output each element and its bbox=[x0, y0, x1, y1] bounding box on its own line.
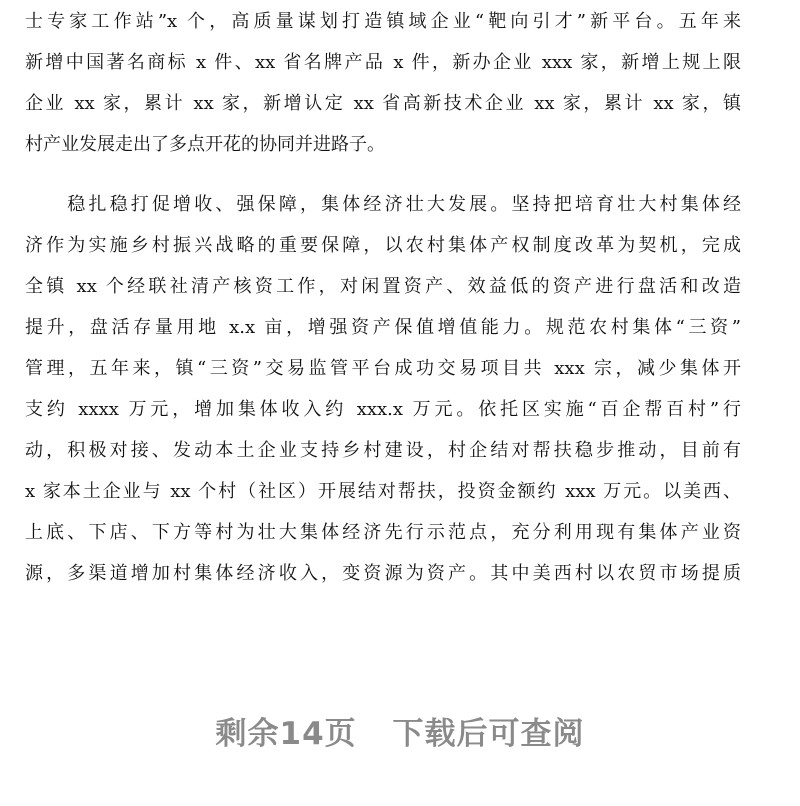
text-line: 支约 xxxx 万元，增加集体收入约 xxx.x 万元。依托区实施“百企帮百村”行 bbox=[25, 399, 741, 420]
text-line: 企业 xx 家，累计 xx 家，新增认定 xx 省高新技术企业 xx 家，累计 xx 家，镇 bbox=[25, 93, 741, 114]
text-line: x 家本土企业与 xx 个村（社区）开展结对帮扶，投资金额约 xxx 万元。以美西、 bbox=[25, 481, 741, 502]
download-hint-label: 下载后可查阅 bbox=[392, 716, 585, 752]
text-line: 全镇 xx 个经联社清产核资工作，对闲置资产、效益低的资产进行盘活和改造 bbox=[25, 276, 741, 297]
text-line: 管理，五年来，镇“三资”交易监管平台成功交易项目共 xxx 宗，减少集体开 bbox=[25, 358, 741, 379]
text-line: 济作为实施乡村振兴战略的重要保障，以农村集体产权制度改革为契机，完成 bbox=[25, 235, 741, 256]
text-line: 士专家工作站”x 个，高质量谋划打造镇域企业“靶向引才”新平台。五年来 bbox=[25, 11, 741, 32]
text-line: 新增中国著名商标 x 件、xx 省名牌产品 x 件，新办企业 xxx 家，新增上规上限 bbox=[25, 52, 741, 73]
text-line: 村产业发展走出了多点开花的协同并进路子。 bbox=[25, 134, 385, 155]
text-line: 源，多渠道增加村集体经济收入，变资源为资产。其中美西村以农贸市场提质 bbox=[25, 563, 741, 584]
text-line: 稳扎稳打促增收、强保障，集体经济壮大发展。坚持把培育壮大村集体经 bbox=[25, 194, 741, 215]
remaining-pages-label: 剩余14页 bbox=[215, 716, 357, 752]
text-line: 上底、下店、下方等村为壮大集体经济先行示范点，充分利用现有集体产业资 bbox=[25, 522, 741, 543]
text-line: 提升，盘活存量用地 x.x 亩，增强资产保值增值能力。规范农村集体“三资” bbox=[25, 317, 741, 338]
download-prompt[interactable] bbox=[0, 708, 800, 753]
text-line: 动，积极对接、发动本土企业支持乡村建设，村企结对帮扶稳步推动，目前有 bbox=[25, 440, 741, 461]
